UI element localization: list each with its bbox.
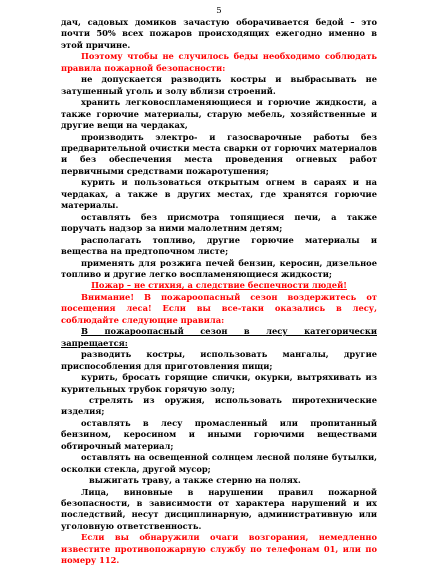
rule-fuel-placement: располагать топливо, другие горючие материалы и вещества на предтопочном листе; <box>61 234 377 257</box>
forest-rule-weapons: стрелять из оружия, использовать пиротехнические изделия; <box>61 394 377 417</box>
rule-no-fires: не допускается разводить костры и выбрасывать не затушенный уголь и золу вблизи строений. <box>61 74 377 96</box>
rule-smoking: курить и пользоваться открытым огнем в сараях и на чердаках, а также в других местах, где хранятся горючие материалы. <box>61 177 377 211</box>
paragraph-rules-heading: Поэтому чтобы не случилось беды необходимо соблюдать правила пожарной безопасности: <box>61 51 377 73</box>
paragraph-intro: дач, садовых домиков зачастую оборачивается бедой – это почти 50% всех пожаров происходящих ежегодно именно в этой причине. <box>61 17 377 50</box>
forest-rule-burning-grass: выжигать траву, а также стерню на полях. <box>89 475 301 486</box>
liability-paragraph: Лица, виновные в нарушении правил пожарной безопасности, в зависимости от характера нарушений и их последствий, несут дисциплинарную, административную или уголовную ответственность. <box>61 486 377 531</box>
slogan-fire: Пожар – не стихия, а следствие беспечности людей! <box>91 280 347 291</box>
page-number: 5 <box>216 6 222 16</box>
emergency-call: Если вы обнаружили очаги возгорания, немедленно известите противопожарную службу по телефонам 01, или по номеру 112. <box>61 532 377 566</box>
rule-welding: производить электро- и газосварочные работы без предварительной очистки места сварки от горючих материалов и без обеспечения места проведения огневых работ первичными средствами пожаротушения; <box>61 131 377 176</box>
forest-rule-fires: разводить костры, использовать мангалы, другие приспособления для приготовления пищи; <box>61 349 377 371</box>
forest-rule-glass: оставлять на освещенной солнцем лесной поляне бутылки, осколки стекла, другой мусор; <box>61 452 377 474</box>
rule-flammables-attic: хранить легковоспламеняющиеся и горючие жидкости, а также горючие материалы, старую мебель, хозяйственные и другие вещи на чердаках, <box>61 97 377 131</box>
rule-ignition-liquids: применять для розжига печей бензин, керосин, дизельное топливо и другие легко воспламеняющиеся жидкости; <box>61 257 377 279</box>
forest-prohibited-heading: В пожароопасный сезон в лесу категорически запрещается: <box>61 326 377 348</box>
rule-stoves-unattended: оставлять без присмотра топящиеся печи, а также поручать надзор за ними малолетним детям; <box>61 211 377 234</box>
forest-warning: Внимание! В пожароопасный сезон воздержитесь от посещения леса! Если вы все-таки оказались в лесу, соблюдайте следующие правила: <box>61 291 377 325</box>
forest-rule-smoking: курить, бросать горящие спички, окурки, вытряхивать из курительных трубок горячую золу; <box>61 372 377 394</box>
forest-rule-oily-rags: оставлять в лесу промасленный или пропитанный бензином, керосином и иными горючими веществами обтирочный материал; <box>61 417 377 451</box>
